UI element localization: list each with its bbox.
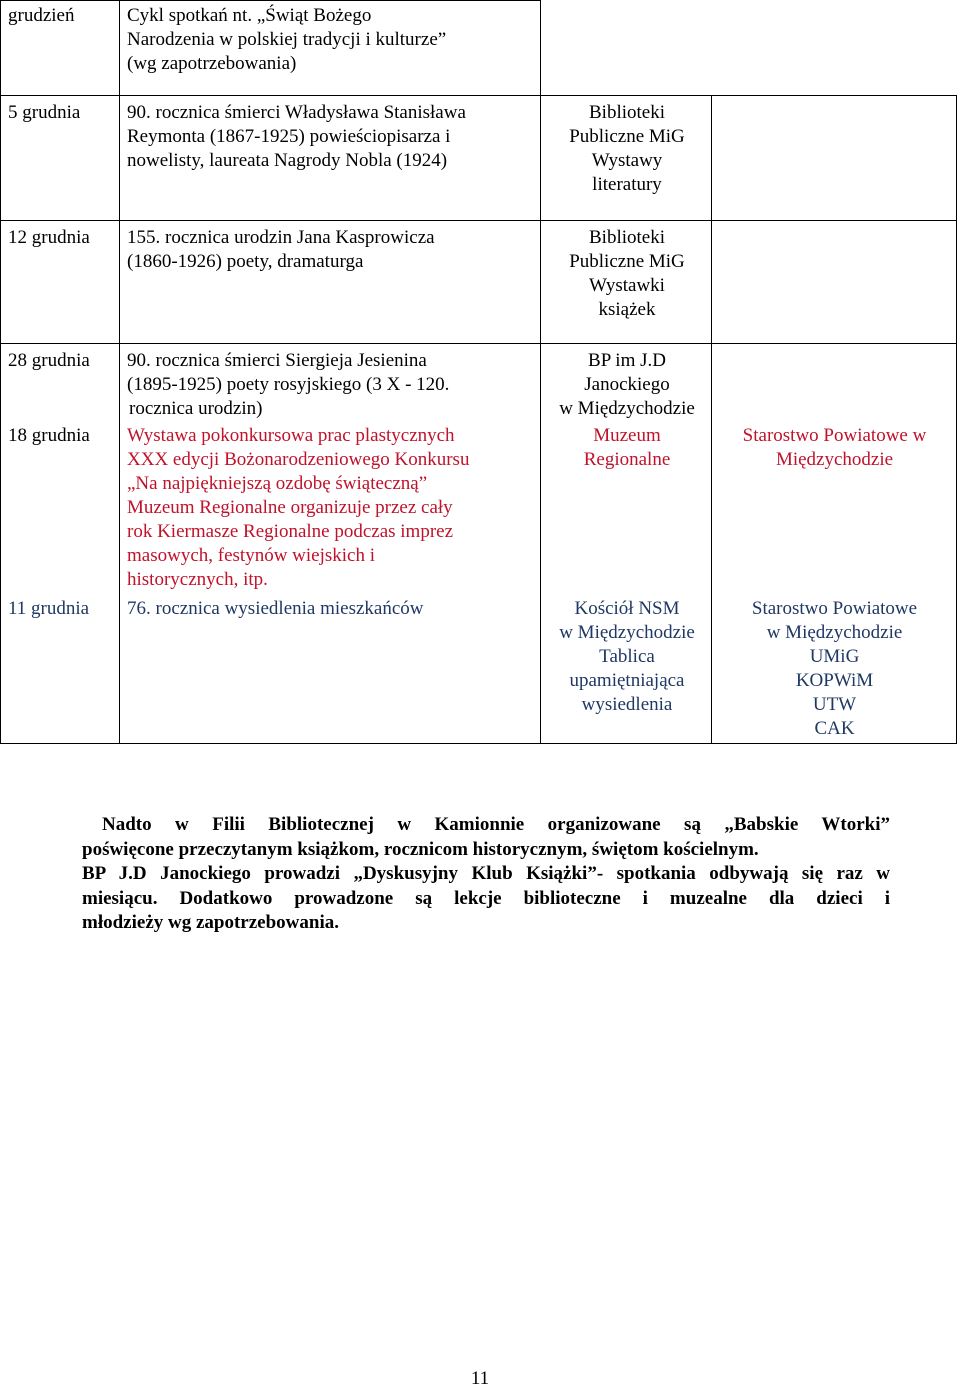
event-line: Narodzenia w polskiej tradycji i kulturze”	[127, 29, 447, 50]
partner-line: w Międzychodzie	[766, 622, 903, 643]
event-line: 76. rocznica wysiedlenia mieszkańców	[127, 598, 424, 619]
partner-cell	[713, 424, 956, 472]
event-line: masowych, festynów wiejskich i	[127, 545, 376, 566]
table-rule	[0, 343, 957, 344]
partner-cell	[713, 597, 956, 741]
page-number: 11	[470, 1368, 490, 1389]
partner-line: Międzychodzie	[775, 449, 894, 470]
place-line: Wystawki	[589, 275, 665, 296]
table-rule	[956, 95, 957, 744]
date-cell: 12 grudnia	[8, 227, 90, 248]
event-line: Reymonta (1867-1925) powieściopisarza i	[127, 126, 451, 147]
event-line: rocznica urodzin)	[129, 398, 263, 419]
event-cell	[127, 597, 537, 621]
date-cell: 5 grudnia	[8, 102, 81, 123]
note-line: młodzieży wg zapotrzebowania.	[82, 912, 339, 933]
place-line: Publiczne MiG	[569, 126, 685, 147]
event-line: 90. rocznica śmierci Siergieja Jesienina	[127, 350, 427, 371]
place-line: Muzeum	[593, 425, 661, 446]
place-line: Janockiego	[584, 374, 670, 395]
note-paragraph	[82, 813, 890, 936]
place-line: w Międzychodzie	[559, 622, 695, 643]
place-cell	[542, 349, 712, 421]
table-rule	[0, 220, 957, 221]
note-line: poświęcone przeczytanym książkom, rocznicom historycznym, świętom kościelnym.	[82, 838, 759, 860]
place-line: upamiętniająca	[569, 670, 685, 691]
table-rule	[0, 0, 541, 1]
place-cell	[542, 101, 712, 197]
event-line: (1895-1925) poety rosyjskiego (3 X - 120.	[127, 374, 450, 395]
place-line: Tablica	[599, 646, 655, 667]
date-cell: 18 grudnia	[8, 425, 90, 446]
event-line: Cykl spotkań nt. „Świąt Bożego	[127, 5, 372, 26]
date-cell: 28 grudnia	[8, 350, 90, 371]
place-line: Kościół NSM	[574, 598, 680, 619]
event-cell	[127, 101, 537, 173]
place-line: BP im J.D	[588, 350, 666, 371]
place-line: Wystawy	[591, 150, 663, 171]
date-cell: grudzień	[8, 5, 75, 26]
event-line: 90. rocznica śmierci Władysława Stanisława	[127, 102, 466, 123]
event-line: Wystawa pokonkursowa prac plastycznych	[127, 425, 455, 446]
place-cell	[542, 597, 712, 717]
event-line: (1860-1926) poety, dramaturga	[127, 251, 364, 272]
partner-line: Starostwo Powiatowe w	[742, 425, 927, 446]
event-line: „Na najpiękniejszą ozdobę świąteczną”	[127, 473, 428, 494]
place-line: Publiczne MiG	[569, 251, 685, 272]
event-line: 155. rocznica urodzin Jana Kasprowicza	[127, 227, 435, 248]
table-rule	[0, 743, 957, 744]
note-line: BP J.D Janockiego prowadzi „Dyskusyjny Klub Książki”- spotkania odbywają się raz w	[82, 863, 890, 884]
event-line: Muzeum Regionalne organizuje przez cały	[127, 497, 453, 518]
event-line: nowelisty, laureata Nagrody Nobla (1924)	[127, 150, 448, 171]
event-line: historycznych, itp.	[127, 569, 268, 590]
place-line: Biblioteki	[589, 227, 665, 248]
note-line: miesiącu. Dodatkowo prowadzone są lekcje biblioteczne i muzealne dla dzieci i	[82, 887, 890, 909]
date-cell: 11 grudnia	[8, 598, 90, 619]
event-cell	[127, 4, 537, 76]
partner-line: CAK	[814, 718, 855, 739]
place-line: w Międzychodzie	[559, 398, 695, 419]
place-line: Biblioteki	[589, 102, 665, 123]
table-rule	[540, 0, 541, 744]
table-rule	[0, 95, 957, 96]
place-line: książek	[598, 299, 656, 320]
place-line: literatury	[592, 174, 662, 195]
place-line: wysiedlenia	[581, 694, 673, 715]
event-line: (wg zapotrzebowania)	[127, 53, 297, 74]
table-rule	[0, 0, 1, 744]
place-cell	[542, 226, 712, 322]
event-line: rok Kiermasze Regionalne podczas imprez	[127, 521, 454, 542]
event-line: XXX edycji Bożonarodzeniowego Konkursu	[127, 449, 470, 470]
partner-line: Starostwo Powiatowe	[751, 598, 918, 619]
note-line: Nadto w Filii Bibliotecznej w Kamionnie organizowane są „Babskie Wtorki”	[102, 814, 890, 835]
place-line: Regionalne	[583, 449, 671, 470]
partner-line: KOPWiM	[795, 670, 874, 691]
event-cell	[127, 226, 537, 274]
place-cell	[542, 424, 712, 472]
event-cell	[127, 349, 537, 421]
partner-line: UTW	[812, 694, 857, 715]
partner-line: UMiG	[809, 646, 860, 667]
event-cell	[127, 424, 537, 592]
